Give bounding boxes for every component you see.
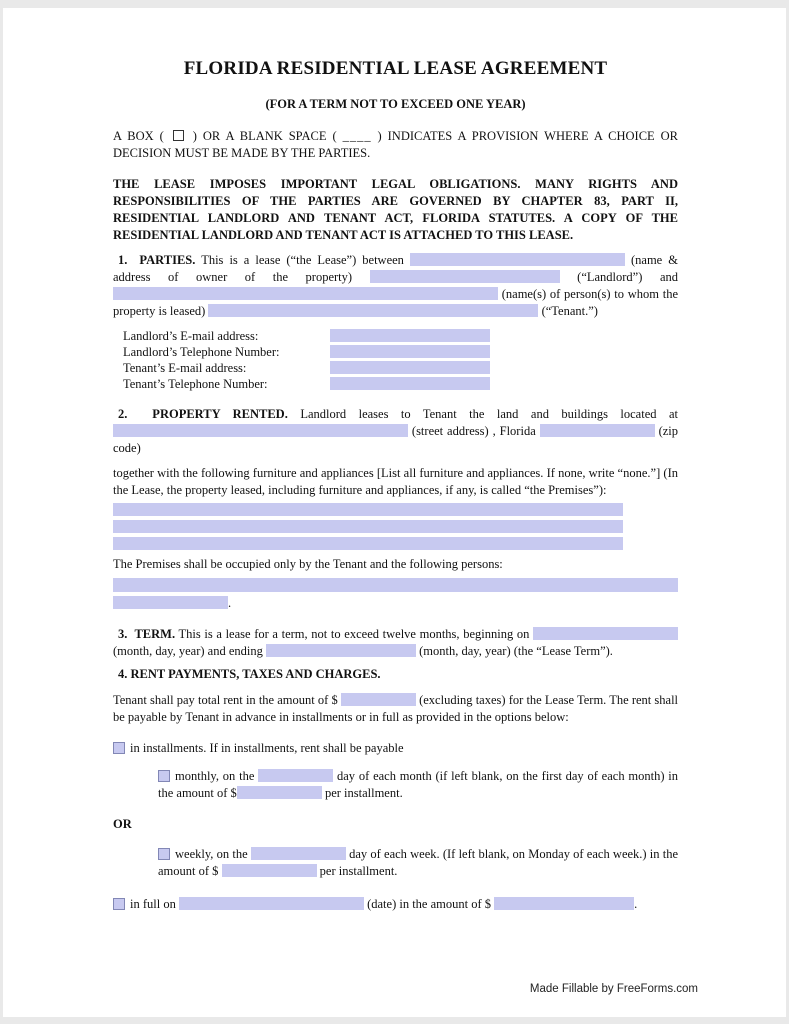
parties-text-3: (“Landlord”) and — [577, 270, 678, 284]
contact-row-tenant-email — [123, 360, 678, 376]
monthly-text-3: per installment. — [324, 786, 403, 800]
notice-text-1: A BOX ( — [113, 129, 164, 143]
monthly-amount-field[interactable] — [237, 786, 322, 799]
property-heading: 2. PROPERTY RENTED. — [118, 407, 288, 421]
full-text-2: (date) in the amount of $ — [367, 897, 492, 911]
zip-code-field[interactable] — [540, 424, 655, 437]
notice-paragraph — [113, 128, 678, 162]
installments-option-row — [113, 740, 678, 757]
landlord-phone-label: Landlord’s Telephone Number: — [123, 345, 280, 359]
rent-text-2: (excluding taxes) for the Lease Term. The rent shall be payable by Tenant in advance in installments or in full as provided in the options below: — [113, 693, 679, 724]
parties-heading: 1. PARTIES. — [118, 253, 196, 267]
monthly-option-row — [158, 768, 678, 802]
notice-text-2: ) OR A BLANK SPACE ( — [192, 129, 337, 143]
parties-text-5: (“Tenant.”) — [541, 304, 598, 318]
full-payment-checkbox[interactable] — [113, 898, 125, 910]
tenant-email-label: Tenant’s E-mail address: — [123, 361, 247, 375]
term-text-3: (month, day, year) (the “Lease Term”). — [419, 644, 613, 658]
furniture-lines-block — [113, 503, 678, 550]
document-title: FLORIDA RESIDENTIAL LEASE AGREEMENT — [183, 58, 608, 79]
parties-text-4: (name(s) of person(s) to whom the property is leased) — [113, 287, 678, 318]
landlord-email-field[interactable] — [330, 329, 490, 342]
parties-text-1: This is a lease (“the Lease”) between — [201, 253, 404, 267]
document-page — [3, 8, 786, 1017]
furniture-line-2-field[interactable] — [113, 520, 623, 533]
occupants-line-2-field[interactable] — [113, 596, 228, 609]
property-text-1: Landlord leases to Tenant the land and buildings located at — [300, 407, 678, 421]
weekly-checkbox[interactable] — [158, 848, 170, 860]
monthly-day-field[interactable] — [258, 769, 333, 782]
term-text-1: This is a lease for a term, not to exceed twelve months, beginning on — [178, 627, 530, 641]
parties-text-2: (name & address of owner of the property) — [113, 253, 678, 284]
monthly-checkbox[interactable] — [158, 770, 170, 782]
blank-space-symbol: ____ — [342, 129, 372, 143]
landlord-name-field[interactable] — [410, 253, 625, 266]
landlord-address-field[interactable] — [370, 270, 560, 283]
rent-section-heading: 4. RENT PAYMENTS, TAXES AND CHARGES. — [118, 667, 381, 681]
furniture-line-3-field[interactable] — [113, 537, 623, 550]
tenant-email-field[interactable] — [330, 361, 490, 374]
lease-start-date-field[interactable] — [533, 627, 678, 640]
full-text-3: . — [634, 897, 638, 911]
full-payment-date-field[interactable] — [179, 897, 364, 910]
warning-paragraph: THE LEASE IMPOSES IMPORTANT LEGAL OBLIGATIONS. MANY RIGHTS AND RESPONSIBILITIES OF THE PARTIES ARE GOVERNED BY CHAPTER 83, PART II, RESIDENTIAL LANDLORD AND TENANT ACT, FLORIDA STATUTES. A COPY OF THE RESIDENTIAL LANDLORD AND TENANT ACT IS ATTACHED TO THIS LEASE. — [113, 177, 678, 242]
occupants-line-1-field[interactable] — [113, 578, 678, 592]
term-heading: 3. TERM. — [118, 627, 176, 641]
furniture-line-1-field[interactable] — [113, 503, 623, 516]
document-subtitle: (FOR A TERM NOT TO EXCEED ONE YEAR) — [265, 97, 526, 111]
tenant-phone-field[interactable] — [330, 377, 490, 390]
tenant-name-field-2[interactable] — [208, 304, 538, 317]
weekly-text-2: day of each week. (If left blank, on Monday of each week.) in the amount of $ — [158, 847, 679, 878]
installments-label: in installments. If in installments, rent shall be payable — [130, 741, 404, 755]
occupants-line-2 — [113, 595, 678, 612]
box-symbol-icon — [173, 130, 184, 141]
weekly-day-field[interactable] — [251, 847, 346, 860]
furniture-paragraph: together with the following furniture and appliances [List all furniture and appliances. If none, write “none.”] (In the Lease, the property leased, including furniture and appliances, if any, is called “the Premises”): — [113, 466, 678, 497]
weekly-text-1: weekly, on the — [175, 847, 248, 861]
contact-row-landlord-email — [123, 328, 678, 344]
full-text-1: in full on — [130, 897, 176, 911]
tenant-name-field[interactable] — [113, 287, 498, 300]
street-address-field[interactable] — [113, 424, 408, 437]
rent-text-1: Tenant shall pay total rent in the amount of $ — [113, 693, 338, 707]
lease-end-date-field[interactable] — [266, 644, 416, 657]
occupants-paragraph: The Premises shall be occupied only by the Tenant and the following persons: — [113, 557, 503, 571]
installments-checkbox[interactable] — [113, 742, 125, 754]
occupants-period: . — [228, 596, 232, 610]
contact-block — [123, 328, 678, 392]
term-paragraph — [113, 626, 678, 660]
monthly-text-1: monthly, on the — [175, 769, 255, 783]
tenant-phone-label: Tenant’s Telephone Number: — [123, 377, 268, 391]
full-payment-option-row — [113, 896, 678, 913]
parties-paragraph — [113, 252, 678, 320]
total-rent-amount-field[interactable] — [341, 693, 416, 706]
monthly-text-2: day of each month (if left blank, on the first day of each month) in the amount of $ — [158, 769, 679, 800]
weekly-text-3: per installment. — [319, 864, 398, 878]
full-payment-amount-field[interactable] — [494, 897, 634, 910]
notice-text-3: ) INDICATES A PROVISION WHERE A CHOICE OR DECISION MUST BE MADE BY THE PARTIES. — [113, 129, 678, 160]
footer-credit: Made Fillable by FreeForms.com — [529, 983, 698, 995]
weekly-amount-field[interactable] — [222, 864, 317, 877]
property-text-2: (street address) , Florida — [411, 424, 536, 438]
property-text-3: (zip code) — [113, 424, 678, 455]
contact-row-tenant-phone — [123, 376, 678, 392]
page-content — [3, 8, 786, 913]
weekly-option-row — [158, 846, 678, 880]
contact-row-landlord-phone — [123, 344, 678, 360]
term-text-2: (month, day, year) and ending — [113, 644, 263, 658]
rent-paragraph — [113, 692, 678, 726]
or-separator: OR — [113, 817, 132, 831]
property-paragraph — [113, 406, 678, 457]
landlord-phone-field[interactable] — [330, 345, 490, 358]
landlord-email-label: Landlord’s E-mail address: — [123, 329, 259, 343]
